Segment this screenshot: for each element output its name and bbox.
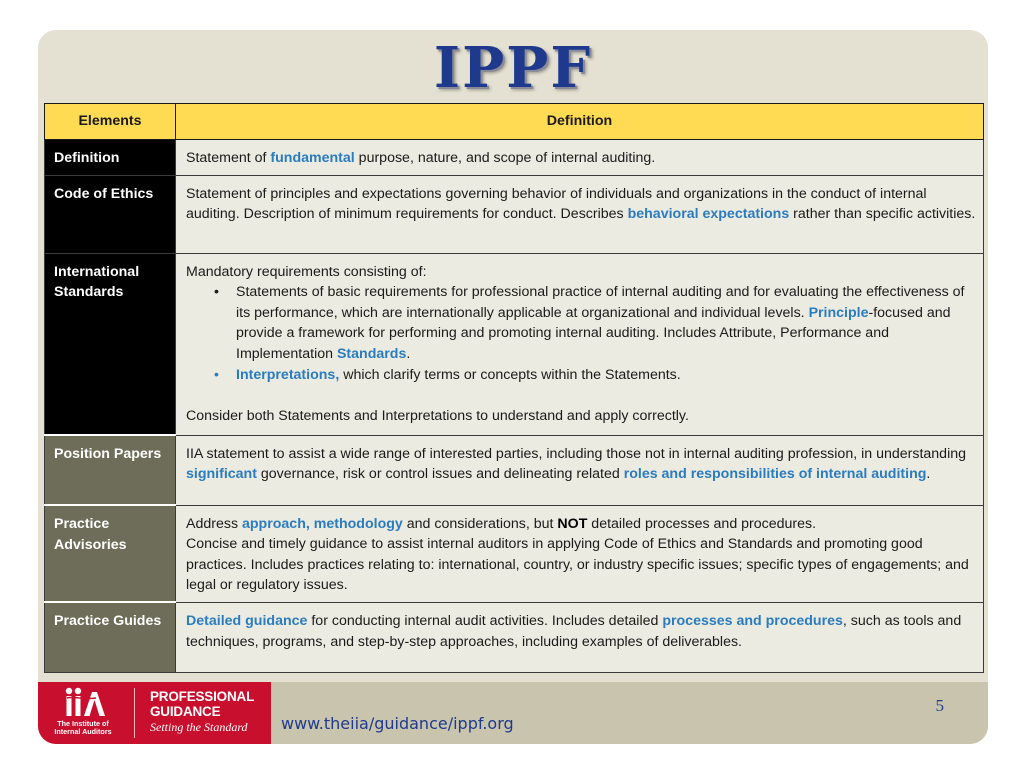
element-code-of-ethics: Code of Ethics bbox=[45, 175, 176, 253]
element-international-standards: International Standards bbox=[45, 253, 176, 435]
definition-cell: Statement of fundamental purpose, nature, and scope of internal auditing. bbox=[176, 140, 984, 176]
table-header-row bbox=[45, 104, 984, 140]
table-row bbox=[45, 253, 984, 435]
footer-url[interactable]: www.theiia/guidance/ippf.org bbox=[281, 714, 514, 733]
list-item: • Statements of basic requirements for professional practice of internal auditing and for evaluating the effectiveness of its performance, which are internationally applicable at organizational and individual levels. Principle-focused and provide a framework for performing and promoting internal auditing. Includes Attribute, Performance and Implementation Standards. bbox=[236, 282, 977, 364]
list-item: • Interpretations, which clarify terms or concepts within the Statements. bbox=[236, 365, 977, 386]
header-elements: Elements bbox=[45, 104, 176, 140]
standards-closing: Consider both Statements and Interpretations to understand and apply correctly. bbox=[186, 407, 689, 424]
standards-intro: Mandatory requirements consisting of: bbox=[186, 263, 427, 280]
element-practice-advisories: Practice Advisories bbox=[45, 505, 176, 602]
table-row bbox=[45, 602, 984, 672]
table-row bbox=[45, 175, 984, 253]
definition-cell: Address approach, methodology and considerations, but NOT detailed processes and procedures. Concise and timely guidance to assist internal auditors in applying Code of Ethics and Standards and promoting good practices. Includes practices relating to: international, country, or industry specific issues; specific types of engagements; and legal or regulatory issues. bbox=[176, 505, 984, 602]
element-definition: Definition bbox=[45, 140, 176, 176]
definition-cell: IIA statement to assist a wide range of interested parties, including those not in internal auditing profession, in understanding significant governance, risk or control issues and delineating related roles and responsibilities of internal auditing. bbox=[176, 435, 984, 505]
definition-cell: Statement of principles and expectations governing behavior of individuals and organizations in the conduct of internal auditing. Description of minimum requirements for conduct. Describes behavioral expectations rather than specific activities. bbox=[176, 175, 984, 253]
standards-list bbox=[186, 282, 977, 385]
logo-text: PROFESSIONAL GUIDANCE Setting the Standard bbox=[150, 689, 255, 734]
iia-mark-text: The Institute of Internal Auditors bbox=[54, 719, 112, 736]
element-position-papers: Position Papers bbox=[45, 435, 176, 505]
ippf-table bbox=[44, 103, 984, 673]
definition-cell: Detailed guidance for conducting internal audit activities. Includes detailed processes and procedures, such as tools and techniques, programs, and step-by-step approaches, including examples of deliverables. bbox=[176, 602, 984, 672]
definition-cell bbox=[176, 253, 984, 435]
page-number: 5 bbox=[935, 696, 944, 715]
table-row bbox=[45, 140, 984, 176]
iia-emblem bbox=[44, 686, 122, 740]
iia-logo bbox=[38, 682, 271, 744]
iia-mark-icon bbox=[44, 686, 122, 720]
header-definition: Definition bbox=[176, 104, 984, 140]
table-row bbox=[45, 505, 984, 602]
element-practice-guides: Practice Guides bbox=[45, 602, 176, 672]
logo-divider bbox=[134, 688, 135, 738]
slide bbox=[38, 30, 988, 744]
footer bbox=[38, 682, 988, 744]
slide-title: IPPF bbox=[433, 35, 593, 101]
table-row bbox=[45, 435, 984, 505]
